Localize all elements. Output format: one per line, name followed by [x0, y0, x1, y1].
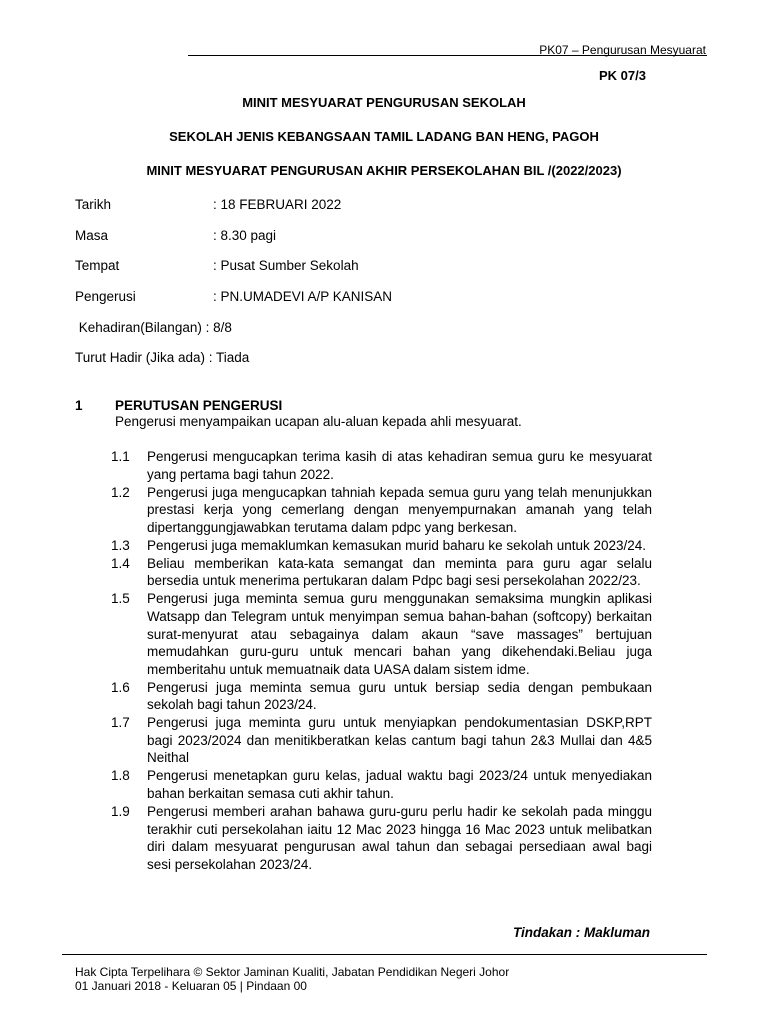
- info-tempat-label: Tempat: [75, 258, 120, 273]
- info-pengerusi: [75, 289, 392, 304]
- info-pengerusi-label: Pengerusi: [75, 289, 136, 304]
- item-text: Pengerusi juga meminta semua guru untuk bersiap sedia dengan pembukaan sekolah bagi tahun 2023/24.: [147, 679, 652, 713]
- header-divider: [188, 55, 707, 56]
- list-item: [111, 679, 652, 714]
- footer-copyright: Hak Cipta Terpelihara © Sektor Jaminan Kualiti, Jabatan Pendidikan Negeri Johor: [75, 965, 510, 979]
- item-number: 1.4: [111, 555, 130, 571]
- item-number: 1.7: [111, 715, 130, 731]
- item-text: Pengerusi juga meminta guru untuk menyiapkan pendokumentasian DSKP,RPT bagi 2023/2024 dan menitikberatkan kelas cantum bagi tahun 2&3 Mullai dan 4&5 Neithal: [147, 715, 652, 766]
- info-tarikh: [75, 197, 341, 212]
- item-text: Beliau memberikan kata-kata semangat dan meminta para guru agar selalu bersedia untuk menerima pertukaran dalam Pdpc bagi sesi persekolahan 2022/23.: [147, 555, 652, 589]
- item-number: 1.5: [111, 591, 130, 607]
- list-item: [111, 714, 652, 767]
- info-pengerusi-value: : PN.UMADEVI A/P KANISAN: [213, 289, 393, 304]
- item-text: Pengerusi mengucapkan terima kasih di atas kehadiran semua guru ke mesyuarat yang pertama bagi tahun 2022.: [147, 449, 652, 482]
- item-number: 1.6: [111, 679, 130, 695]
- info-kehadiran: Kehadiran(Bilangan) : 8/8: [75, 320, 232, 335]
- title-main: MINIT MESYUARAT PENGURUSAN SEKOLAH: [242, 95, 526, 110]
- item-number: 1.1: [111, 449, 130, 464]
- title-school: SEKOLAH JENIS KEBANGSAAN TAMIL LADANG BAN HENG, PAGOH: [169, 129, 599, 144]
- info-masa-value: : 8.30 pagi: [213, 228, 277, 243]
- section-heading: [75, 398, 282, 413]
- list-item: [111, 590, 652, 678]
- list-item: [111, 767, 652, 802]
- item-text: Pengerusi juga meminta semua guru menggunakan semaksima mungkin aplikasi Watsapp dan Telegram untuk menyimpan semua bahan-bahan (softcopy) berkaitan surat-menyurat atau sebagainya dalam akaun “save massages” bertujuan memudahkan guru-guru untuk mencari bahan yang dikehendaki.Beliau juga memberitahu untuk memuatnaik data UASA dalam sistem idme.: [147, 591, 652, 677]
- section-number: 1: [75, 398, 83, 413]
- item-text: Pengerusi juga memaklumkan kemasukan murid baharu ke sekolah untuk 2023/24.: [147, 537, 647, 553]
- item-text: Pengerusi menetapkan guru kelas, jadual waktu bagi 2023/24 untuk menyediakan bahan berkaitan semasa cuti akhir tahun.: [147, 768, 652, 802]
- item-number: 1.9: [111, 804, 130, 819]
- title-meeting: MINIT MESYUARAT PENGURUSAN AKHIR PERSEKOLAHAN BIL /(2022/2023): [146, 163, 622, 178]
- section-intro: Pengerusi menyampaikan ucapan alu-aluan kepada ahli mesyuarat.: [115, 414, 522, 429]
- info-masa: [75, 228, 276, 243]
- info-tarikh-value: : 18 FEBRUARI 2022: [213, 197, 342, 212]
- list-item: [111, 555, 652, 590]
- list-item: [111, 537, 652, 555]
- info-tarikh-label: Tarikh: [75, 197, 112, 212]
- info-tempat: [75, 258, 359, 273]
- item-number: 1.2: [111, 484, 130, 500]
- info-tempat-value: : Pusat Sumber Sekolah: [213, 258, 359, 273]
- list-item: [111, 448, 652, 483]
- list-item: [111, 803, 652, 873]
- item-text: Pengerusi juga mengucapkan tahniah kepada semua guru yang telah menunjukkan prestasi kerja yong cemerlang dengan menyempurnakan amanah yang telah dipertanggungjawabkan terutama dalam pdpc yang berkesan.: [147, 484, 652, 535]
- header-doc-ref: PK07 – Pengurusan Mesyuarat: [539, 43, 706, 57]
- info-masa-label: Masa: [75, 228, 109, 243]
- item-number: 1.3: [111, 537, 130, 553]
- item-number: 1.8: [111, 768, 130, 784]
- minutes-item-list: [111, 448, 652, 874]
- section-title: PERUTUSAN PENGERUSI: [115, 398, 283, 413]
- footer-version: 01 Januari 2018 - Keluaran 05 | Pindaan 00: [75, 979, 307, 993]
- footer-divider: [62, 954, 707, 955]
- item-text: Pengerusi memberi arahan bahawa guru-guru perlu hadir ke sekolah pada minggu terakhir cuti persekolahan iaitu 12 Mac 2023 hingga 16 Mac 2023 untuk melibatkan diri dalam mesyuarat pengurusan awal tahun dan sebagai persediaan awal bagi sesi persekolahan 2023/24.: [147, 804, 652, 872]
- info-turut-hadir: Turut Hadir (Jika ada) : Tiada: [75, 350, 250, 365]
- list-item: [111, 484, 652, 537]
- document-code: PK 07/3: [599, 68, 646, 83]
- tindakan-note: Tindakan : Makluman: [512, 925, 650, 940]
